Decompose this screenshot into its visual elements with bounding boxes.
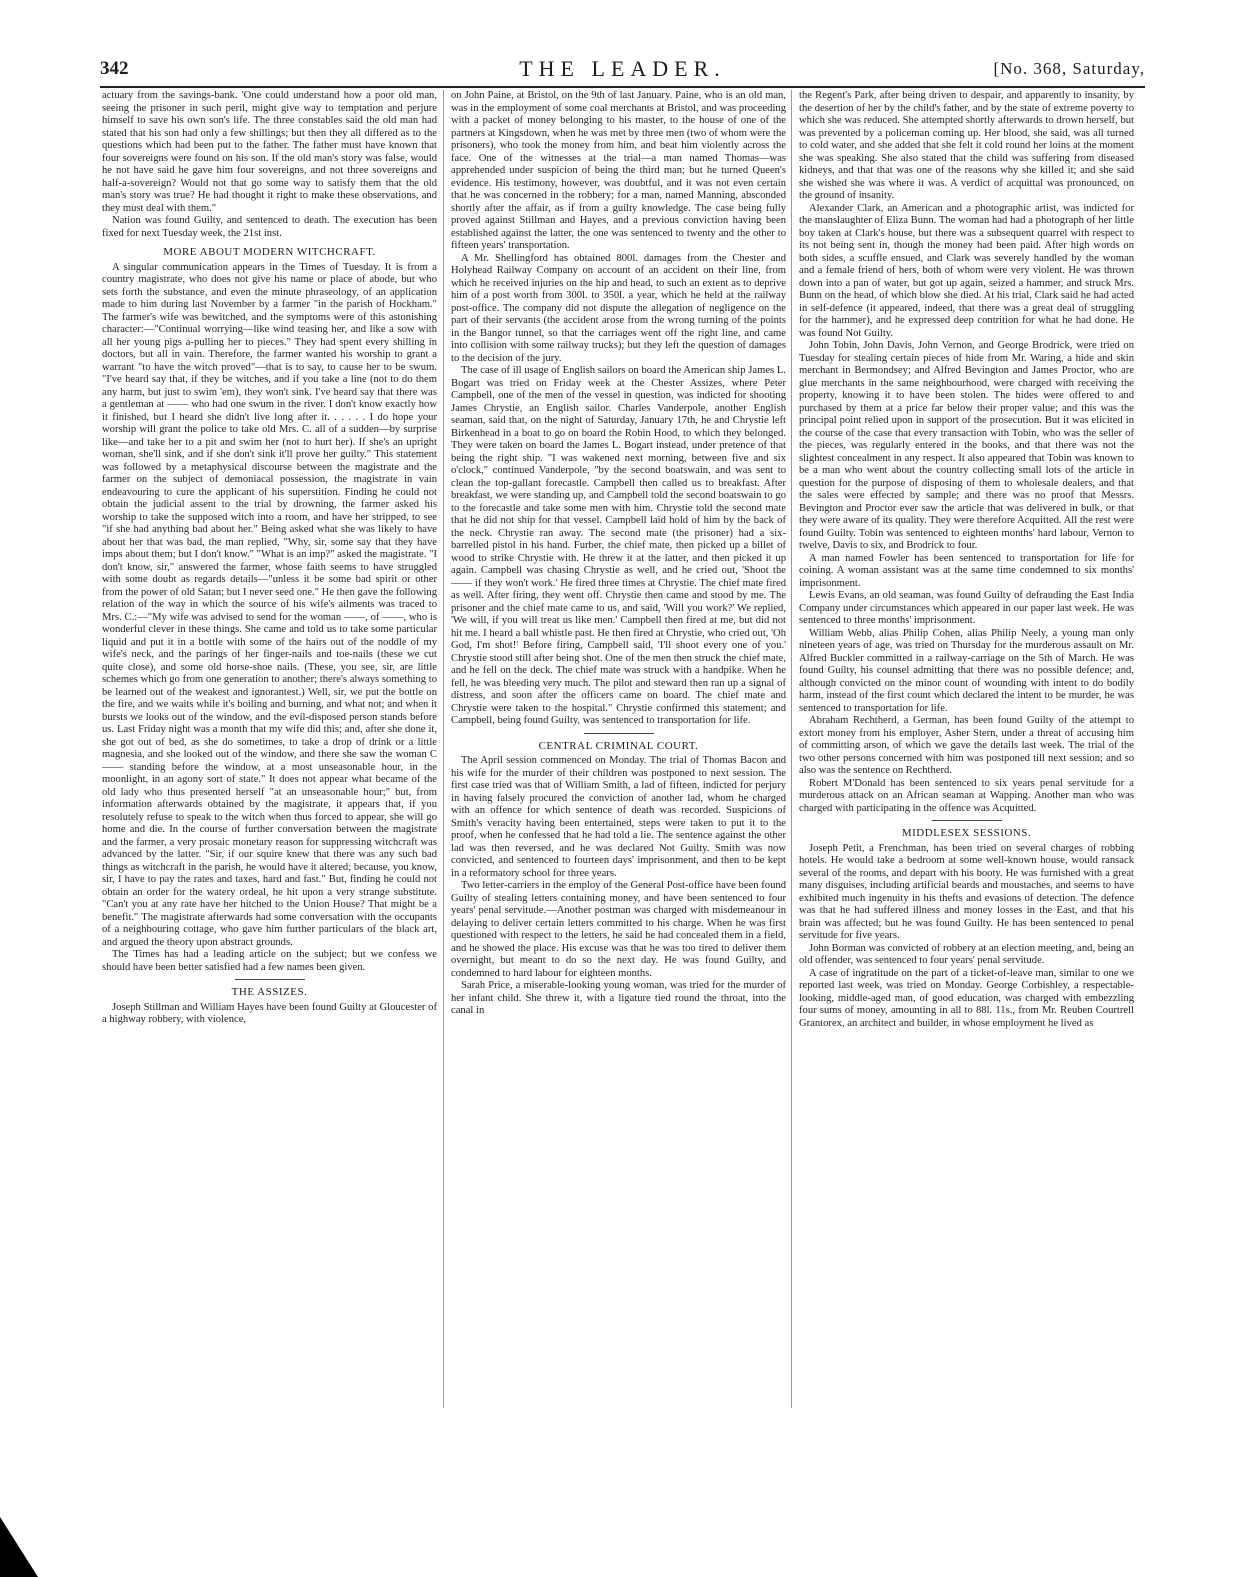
header-rule (100, 86, 1145, 88)
section-heading: MIDDLESEX SESSIONS. (901, 827, 1032, 839)
article-paragraph: Joseph Stillman and William Hayes have been found Guilty at Gloucester of a highway robbery, with violence, (102, 1001, 437, 1025)
page-number: 342 (100, 58, 129, 79)
article-paragraph: A case of ingratitude on the part of a ticket-of-leave man, similar to one we reported last week, was tried on Monday. George Corbishley, a respectable-looking, middle-aged man, of good education, was charged with embezzling four sums of money, amounting in all to 88l. 11s., from Mr. Reuben Courtrell Grantorex, an architect and builder, in whose employment he lived as (799, 967, 1134, 1029)
column-divider (443, 90, 444, 1408)
article-paragraph: A man named Fowler has been sentenced to transportation for life for coining. A woman assistant was at the same time condemned to six months' imprisonment. (799, 552, 1134, 589)
newspaper-title: THE LEADER. (519, 56, 726, 81)
article-paragraph: Two letter-carriers in the employ of the General Post-office have been found Guilty of stealing letters containing money, and have been sentenced to four years' penal servitude.—Another postman was charged with misdemeanour in delaying to deliver certain letters committed to his charge. When he was first questioned with respect to the letters, he said he had concealed them in a field, and he showed the place. His excuse was that he was too tired to deliver them overnight, but meant to do so the next day. He was found Guilty, and condemned to hard labour for eighteen months. (451, 880, 786, 979)
section-heading: MORE ABOUT MODERN WITCHCRAFT. (163, 246, 376, 258)
section-divider (584, 733, 654, 734)
column-3 (799, 90, 1134, 1030)
section-divider (932, 820, 1002, 821)
article-paragraph: actuary from the savings-bank. 'One could understand how a poor old man, seeing the prisoner in such peril, might give way to temptation and perjure himself to save his own son's life. The three constables said the old man had stated that his son had only a few shillings; but then they all differed as to the questions which had been put to the father. The father must have known that four sovereigns were found on his son. If the old man's story was false, would he not have said he gave him four sovereigns, and not three sovereigns and half-a-sovereign? Would not that go some way to satisfy them that the old man's story was true? He had thought it right to make these observations, and they must deal with them." (102, 90, 437, 214)
article-paragraph: A Mr. Shellingford has obtained 800l. damages from the Chester and Holyhead Railway Company on account of an accident on their line, from which he received injuries on the hip and head, to such an extent as to deprive him of a post worth from 300l. to 350l. a year, which he held at the railway post-office. The company did not dispute the allegation of negligence on the part of their servants (the accident arose from the wrong turning of the points in the Bangor tunnel, so that the carriages went off the right line, and came into collision with some railway trucks); but they left the question of damages to the decision of the jury. (451, 252, 786, 364)
issue-info: [No. 368, Saturday, (993, 59, 1145, 78)
column-2 (451, 90, 786, 1018)
article-paragraph: The Times has had a leading article on the subject; but we confess we should have been better satisfied had a few names been given. (102, 949, 437, 973)
article-paragraph: Nation was found Guilty, and sentenced to death. The execution has been fixed for next Tuesday week, the 21st inst. (102, 215, 437, 239)
column-1 (102, 90, 437, 1027)
column-divider (791, 90, 792, 1408)
article-paragraph: Abraham Rechtherd, a German, has been found Guilty of the attempt to extort money from his employer, Asher Stern, under a threat of accusing him of committing arson, of which we gave the details last week. The trial of the two other persons concerned with him was postponed till next session; and so also was the sentence on Rechtherd. (799, 715, 1134, 776)
article-paragraph: Lewis Evans, an old seaman, was found Guilty of defrauding the East India Company under circumstances which appeared in our paper last week. He was sentenced to three months' imprisonment. (799, 590, 1134, 626)
article-paragraph: William Webb, alias Philip Cohen, alias Philip Neely, a young man only nineteen years of age, was tried on Thursday for the murderous assault on Mr. Alfred Buckler committed in a railway-carriage on the 5th of March. He was found Guilty, his counsel admitting that there was no possible defence; and, although convicted on the minor count of wounding with intent to do bodily harm, instead of the first count which declared the intent to be murder, he was sentenced to transportation for life. (799, 627, 1134, 714)
section-heading: CENTRAL CRIMINAL COURT. (538, 739, 699, 752)
article-paragraph: The case of ill usage of English sailors on board the American ship James L. Bogart was tried on Friday week at the Chester Assizes, where Peter Campbell, one of the men of the vessel in question, was indicted for shooting James Chrystie, an English sailor. Charles Vanderpole, another English seaman, said that, on the night of Saturday, January 17th, he and Chrystie left Birkenhead in a boat to go on board the Robin Hood, to which they belonged. They were taken on board the James L. Bogart instead, under pretence of that being the right ship. "I was wakened next morning, between five and six o'clock," continued Vanderpole, "by the second boatswain, and was sent to clean the top-gallant forecastle. Campbell then called us to breakfast. After breakfast, we were standing up, and Campbell told the second boatswain to go to the forecastle and take some men with him. Chrystie told the second mate that he did not ship for that vessel. Campbell laid hold of him by the back of the neck. Chrystie ran away. The second mate (the prisoner) had a six-barrelled pistol in his hand. Furber, the chief mate, then picked up a billet of wood to strike Chrystie with. He threw it at the latter, and then picked it up again. Campbell was chasing Chrystie as well, and he cried out, 'Shoot the—— if they won't work.' He fired three times at Chrystie. The chief mate fired as well. After firing, they went off. Chrystie then came and stood by me. The prisoner and the chief mate came to us, and said, 'Will you work?' We replied, 'We will, if you will treat us like men.' Campbell then fired at me, but did not hit me. I heard a ball whistle past. He then fired at Chrystie, who cried out, 'Oh God, I'm shot!' Before firing, Campbell said, 'I'll shoot every one of you.' Chrystie stood still after being shot. One of the men then struck the chief mate, and he fell on the deck. The chief mate was struck with a handpike. When he fell, he was bleeding very much. The pilot and steward then ran up a signal of distress, and soon after the officers came on board. The chief mate and Chrystie were taken to the hospital." Chrystie confirmed this statement; and Campbell, being found Guilty, was sentenced to transportation for life. (451, 365, 786, 726)
article-paragraph: John Tobin, John Davis, John Vernon, and George Brodrick, were tried on Tuesday for stealing certain pieces of hide from Mr. Waring, a hide and skin merchant in Bermondsey; and Alfred Bevington and James Proctor, who are glue merchants in the same neighbourhood, were charged with receiving the property, knowing it to have been stolen. The hides were offered to and purchased by them at a price far below their proper value; and this was the principal point relied upon in support of the prosecution. But it was elicited in the course of the case that every transaction with Tobin, who was the seller of the pieces, was regularly entered in the books, and that there was not the slightest concealment in any respect. It also appeared that Tobin was known to be a man who went about the country collecting small lots of the article in question for the purpose of disposing of them to wholesale dealers, and that the sales were effected by sample; and there was no proof that Messrs. Bevington and Proctor ever saw the article that was delivered in bulk, or that they were aware of its quality. They were therefore Acquitted. All the rest were found Guilty. Tobin was sentenced to eighteen months' hard labour, Vernon to twelve, Davis to six, and Brodrick to four. (799, 340, 1134, 551)
article-paragraph: Alexander Clark, an American and a photographic artist, was indicted for the manslaughter of Eliza Bunn. The woman had had a photograph of her little boy taken at Clark's house, but there was a subsequent quarrel with respect to its not being sent in, though the money had been paid. After high words on both sides, a scuffle ensued, and Clark was severely handled by the woman and a female friend of hers, both of whom were very violent. He was thrown down into a pan of water, but got up again, seized a hammer, and struck Mrs. Bunn on the head, of which blow she died. At his trial, Clark said he had acted in self-defence (it appeared, indeed, that there was a great deal of struggling for the hammer), and he expressed deep contrition for what he had done. He was found Not Guilty. (799, 202, 1134, 339)
article-paragraph: Sarah Price, a miserable-looking young woman, was tried for the murder of her infant child. She threw it, with a ligature tied round the throat, into the canal in (451, 980, 786, 1016)
article-paragraph: A singular communication appears in the Times of Tuesday. It is from a country magistrate, who does not give his name or place of abode, but who sets forth the substance, and even the minute phraseology, of an application made to him during last November by a farmer "in the parish of Hockham." The farmer's wife was bewitched, and the symptoms were of this astonishing character:—"Continual worrying—like wind teasing her, and like a sow with all her young pigs a-pulling her to pieces." They had spent every shilling in doctors, but all in vain. Therefore, the farmer wanted his worship to grant a warrant "to have the witch proved"—that is to say, to cause her to be swum. "I've heard say that, if they be witches, and if you take a line (not to do them any harm, but just to swim 'em), they won't sink. I've heard say that there was a gentleman at —— who had one swum in the river. I don't know exactly how it finished, but I heard she didn't live long after it. . . . . . I do hope your worship will grant the police to take old Mrs. C. all of a sudden—by surprise like—and take her to a pit and swim her (not to hurt her). If she's an upright woman, she'll sink, and if she don't sink it'll prove her guilty." This statement was followed by a metaphysical discourse between the magistrate and the farmer on the subject of demoniacal possession, the magistrate in vain endeavouring to cure the applicant of his superstition. Finding he could not obtain the judicial assent to the trial by drowning, the farmer asked his worship to take the supposed witch into a room, and have her stripped, to see "if she had anything bad about her." Being asked what she was likely to have about her that was bad, the man replied, "Why, sir, some say that they have imps about them; but I don't know." "What is an imp?" asked the magistrate. "I don't know, sir," answered the farmer, whose faith seems to have struggled with some doubt as regards details—"unless it be some bad spirit or other from the power of old Satan; but I never seed one." He then gave the following relation of the way in which the source of his wife's ailments was traced to Mrs. C.:—"My wife was advised to send for the woman ——, of ——, who is wonderful clever in these things. She came and told us to take some particular liquid and put it in a bottle with some of the hairs out of the noddle of my wife's neck, and the parings of her finger-nails and toe-nails (these we cut quite close), and some old horse-shoe nails. (These, you see, sir, are little schemes which go from one generation to another; there's always something to be learned out of the weakest and ignorantest.) Well, sir, we put the bottle on the fire, and we waits while it's boiling and burning, and what not; and when it bursts we looks out of the window, and the evil-disposed person stands before us. Last Friday night was a month that my wife did this; and, after she done it, she got out of bed, as she do sometimes, to take a drop of drink or a little magnesia, and she looked out of the window, and there she saw the woman C—— standing before the window, at a most unseasonable hour, in the moonlight, in an agony sort of state." It does not appear what became of the old lady who thus presented herself "at an unseasonable hour;" but, from information afterwards obtained by the magistrate, it appears that, if you resolutely refuse to speak to the witch when thus forced to appear, she will go home and die. In the course of further conversation between the magistrate and the farmer, a very prosaic monetary reason for suppressing witchcraft was advanced by the latter. "Sir, if our squire knew that there was any such bad things as witchcraft in the parish, he would have it altered; because, you know, sir, I have to pay the rates and taxes, hard and fast." But, finding he could not obtain an order for the watery ordeal, he hit upon a very strange substitute. "Can't you at any rate have her hitched to the Union House? That might be a benefit." The magistrate afterwards had some conversation with the occupants of a neighbouring cottage, who gave him further particulars of the black art, and argued the theory upon abstract grounds. (102, 261, 437, 948)
article-paragraph: Robert M'Donald has been sentenced to six years penal servitude for a murderous attack on an African seaman at Wapping. Another man who was charged with participating in the offence was Acquitted. (799, 777, 1134, 814)
article-paragraph: Joseph Petit, a Frenchman, has been tried on several charges of robbing hotels. He would take a bedroom at some well-known house, would ransack several of the rooms, and depart with his booty. He was furnished with a great many disguises, including artificial beards and moustaches, and seems to have exhibited much ingenuity in his thefts and evasions of detection. The defence was that he had suffered illness and money losses in the East, and that his brain was affected; but he was found Guilty. He has been sentenced to penal servitude for five years. (799, 842, 1134, 941)
section-divider (235, 979, 305, 980)
scan-shadow (0, 1517, 38, 1577)
article-paragraph: John Borman was convicted of robbery at an election meeting, and, being an old offender, was sentenced to four years' penal servitude. (799, 942, 1134, 966)
article-paragraph: the Regent's Park, after being driven to despair, and apparently to insanity, by the desertion of her by the child's father, and by the state of extreme poverty to which she was reduced. She attempted shortly afterwards to drown herself, but was prevented by a policeman coming up. Her blood, she said, was all turned to cold water, and she added that she felt it cold round her loins at the moment she was speaking. She also stated that the child was suffering from diseased kidneys, and that that was one of the reasons why she killed it; and she said she wished she was where it was. A verdict of acquittal was pronounced, on the ground of insanity. (799, 90, 1134, 201)
section-heading: THE ASSIZES. (231, 986, 308, 998)
page-header (100, 58, 1145, 82)
article-paragraph: The April session commenced on Monday. The trial of Thomas Bacon and his wife for the murder of their children was postponed to next session. The first case tried was that of William Smith, a lad of fifteen, indicted for perjury in having falsely procured the conviction of another lad, whom he charged with an offence for which sentence of death was recorded. Suspicions of Smith's veracity having been entertained, steps were taken to put it to the proof, when he confessed that he had told a lie. The sentence against the other lad was then reversed, and he was declared Not Guilty. Smith was now convicted, and sentenced to fourteen days' imprisonment, and then to be kept in a reformatory school for three years. (451, 755, 786, 879)
article-paragraph: on John Paine, at Bristol, on the 9th of last January. Paine, who is an old man, was in the employment of some coal merchants at Bristol, and was proceeding with a packet of money belonging to his master, to the house of one of the partners at Kingsdown, when he was met by three men (two of whom were the prisoners), who took the money from him, and beat him violently across the face. One of the witnesses at the trial—a man named Thomas—was apprehended under suspicion of being the third man; but he turned Queen's evidence. His testimony, however, was doubtful, and it was not even certain that he was concerned in the robbery; for a man, named Manning, absconded shortly after the affair, as if from a guilty knowledge. The case being fully proved against Stillman and Hayes, and a previous conviction having been established against the latter, the one was sentenced to twenty and the other to fifteen years' transportation. (451, 90, 786, 251)
